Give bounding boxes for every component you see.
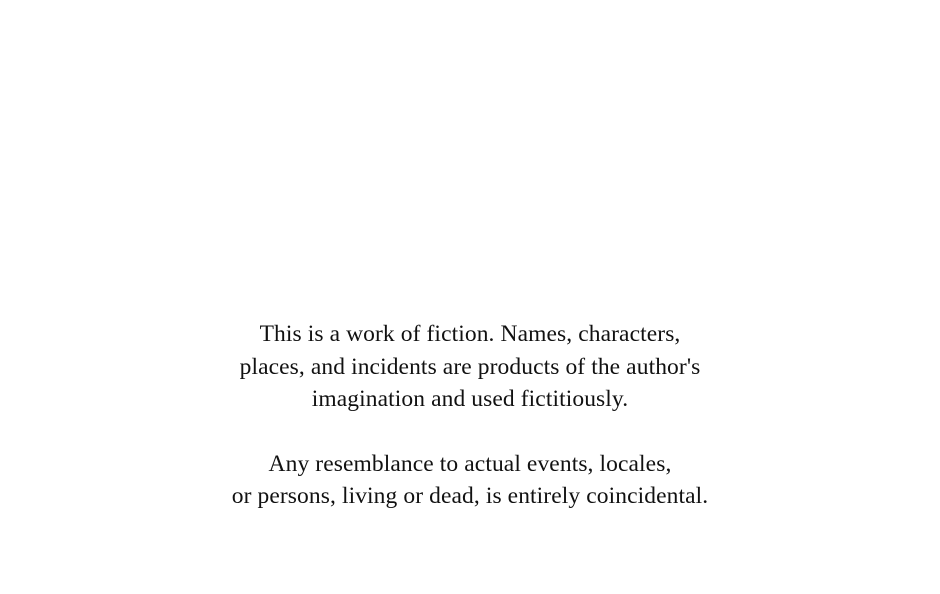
- disclaimer-line: This is a work of fiction. Names, characters,: [259, 321, 681, 347]
- disclaimer-line: or persons, living or dead, is entirely coincidental.: [231, 483, 709, 509]
- disclaimer-line: places, and incidents are products of the author's: [239, 353, 701, 380]
- disclaimer-line: imagination and used fictitiously.: [311, 386, 629, 412]
- disclaimer-line: Any resemblance to actual events, locales,: [268, 450, 672, 477]
- resemblance-disclaimer-paragraph: [0, 448, 940, 513]
- copyright-disclaimer: [0, 318, 940, 513]
- paragraph-spacer: [0, 416, 940, 448]
- fiction-disclaimer-paragraph: [0, 318, 940, 416]
